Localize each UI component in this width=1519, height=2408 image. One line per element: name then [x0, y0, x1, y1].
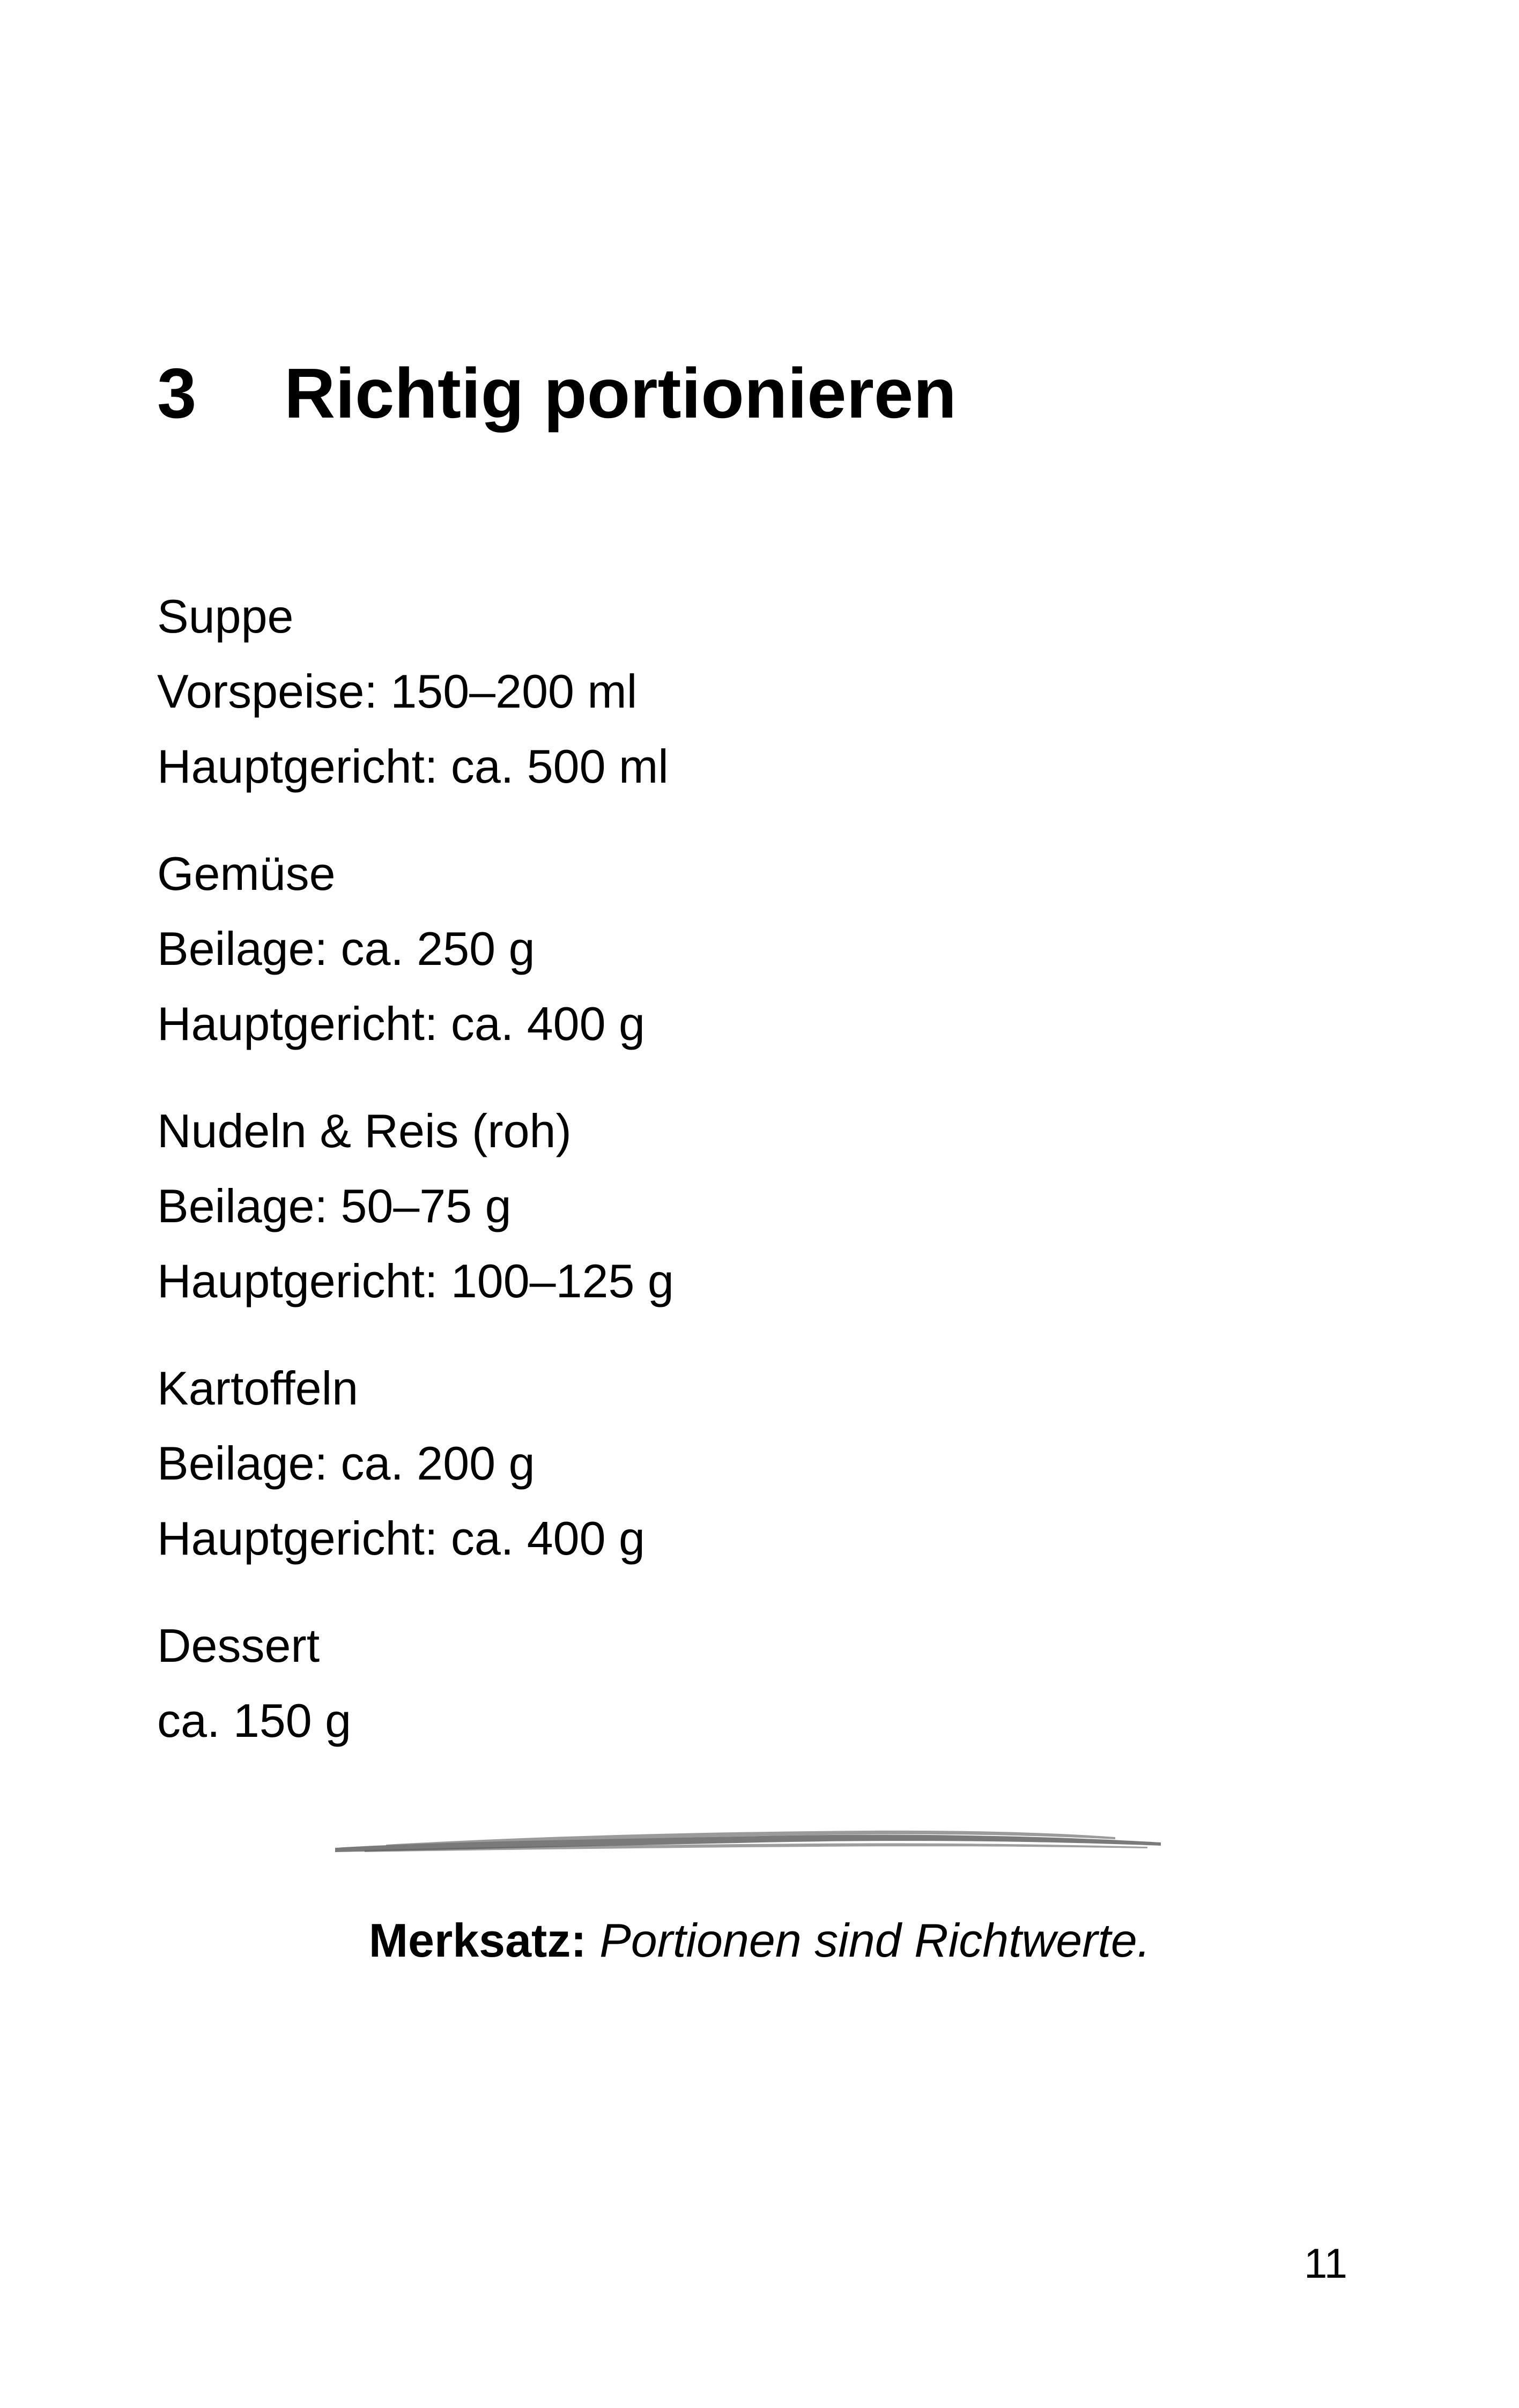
group-heading: Suppe	[157, 590, 294, 643]
group-heading: Dessert	[157, 1619, 320, 1672]
portion-line: Hauptgericht: ca. 500 ml	[157, 740, 669, 793]
portion-line: Beilage: ca. 200 g	[157, 1437, 535, 1490]
chapter-number: 3	[157, 354, 197, 433]
group-heading: Nudeln & Reis (roh)	[157, 1104, 572, 1157]
merksatz	[0, 1908, 1519, 1973]
portion-line: Vorspeise: 150–200 ml	[157, 665, 638, 718]
portion-line: ca. 150 g	[157, 1694, 352, 1747]
portion-line: Hauptgericht: ca. 400 g	[157, 1512, 645, 1565]
merksatz-label: Merksatz:	[368, 1914, 587, 1967]
portion-group-kartoffeln	[157, 1351, 1337, 1576]
portion-group-dessert	[157, 1608, 1337, 1758]
portion-group-nudeln-reis	[157, 1094, 1337, 1319]
portion-line: Beilage: ca. 250 g	[157, 922, 535, 975]
brush-divider	[332, 1820, 1164, 1863]
portion-line: Hauptgericht: 100–125 g	[157, 1254, 674, 1307]
portion-line: Hauptgericht: ca. 400 g	[157, 997, 645, 1050]
group-heading: Kartoffeln	[157, 1362, 359, 1415]
portion-group-suppe	[157, 579, 1337, 804]
group-heading: Gemüse	[157, 847, 336, 900]
portion-group-gemuese	[157, 836, 1337, 1061]
chapter-heading: Richtig portionieren	[284, 354, 957, 433]
merksatz-text: Portionen sind Richtwerte.	[599, 1914, 1151, 1967]
chapter-title	[157, 351, 957, 436]
portion-line: Beilage: 50–75 g	[157, 1179, 512, 1232]
portion-list	[157, 579, 1337, 1790]
page-number: 11	[1304, 2240, 1347, 2287]
